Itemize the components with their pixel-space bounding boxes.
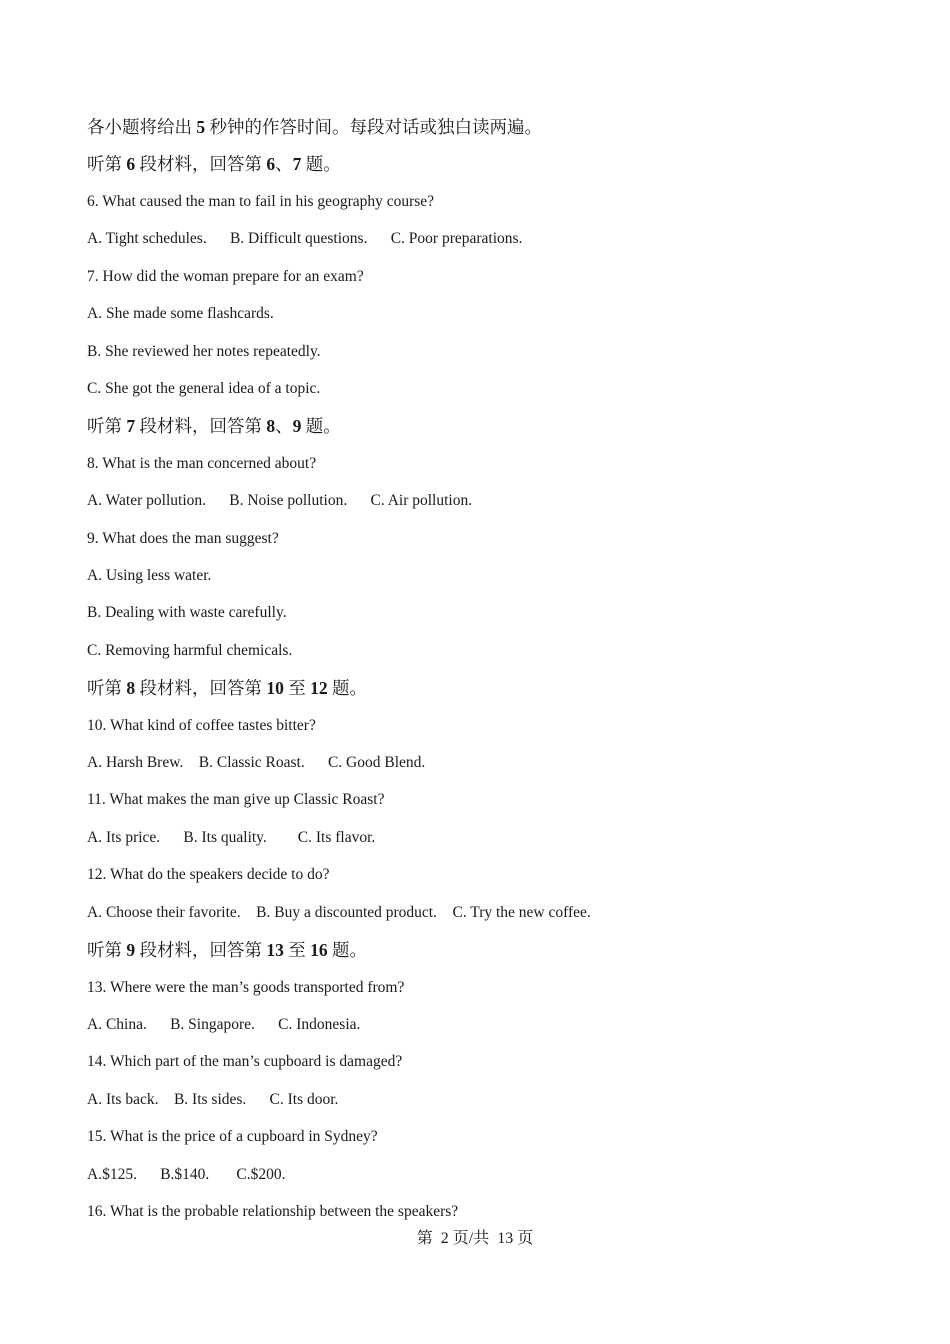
section-heading-8: 听第 8 段材料，回答第 10 至 12 题。 (87, 678, 367, 698)
question-15-options: A.$125. B.$140. C.$200. (87, 1166, 286, 1183)
question-6-options: A. Tight schedules. B. Difficult questions. C. Poor preparations. (87, 230, 523, 247)
instruction-text-tail: 秒钟的作答时间。每段对话或独白读两遍。 (205, 117, 542, 137)
question-7-option-a: A. She made some flashcards. (87, 305, 274, 322)
question-12: 12. What do the speakers decide to do? (87, 866, 330, 883)
instruction-text: 各小题将给出 (87, 117, 197, 137)
question-14-options: A. Its back. B. Its sides. C. Its door. (87, 1091, 339, 1108)
question-13-options: A. China. B. Singapore. C. Indonesia. (87, 1016, 361, 1033)
question-6: 6. What caused the man to fail in his geography course? (87, 193, 435, 210)
question-14: 14. Which part of the man’s cupboard is damaged? (87, 1053, 403, 1070)
page-number-footer: 第 2 页/共 13 页 (416, 1230, 534, 1247)
question-7-option-b: B. She reviewed her notes repeatedly. (87, 343, 321, 360)
question-15: 15. What is the price of a cupboard in Sydney? (87, 1128, 378, 1145)
question-7-option-c: C. She got the general idea of a topic. (87, 380, 321, 397)
question-11-options: A. Its price. B. Its quality. C. Its flavor. (87, 829, 376, 846)
question-12-options: A. Choose their favorite. B. Buy a discounted product. C. Try the new coffee. (87, 904, 591, 921)
question-11: 11. What makes the man give up Classic Roast? (87, 791, 385, 808)
question-9: 9. What does the man suggest? (87, 530, 279, 547)
question-10-options: A. Harsh Brew. B. Classic Roast. C. Good Blend. (87, 754, 426, 771)
question-9-option-a: A. Using less water. (87, 567, 212, 584)
section-heading-6: 听第 6 段材料，回答第 6、7 题。 (87, 154, 341, 174)
question-7: 7. How did the woman prepare for an exam? (87, 268, 364, 285)
section-heading-7: 听第 7 段材料，回答第 8、9 题。 (87, 416, 341, 436)
question-9-option-b: B. Dealing with waste carefully. (87, 604, 287, 621)
question-10: 10. What kind of coffee tastes bitter? (87, 717, 316, 734)
question-8: 8. What is the man concerned about? (87, 455, 317, 472)
question-9-option-c: C. Removing harmful chemicals. (87, 642, 293, 659)
instruction-seconds: 5 (196, 117, 206, 137)
question-8-options: A. Water pollution. B. Noise pollution. C. Air pollution. (87, 492, 473, 509)
section-heading-9: 听第 9 段材料，回答第 13 至 16 题。 (87, 940, 367, 960)
listening-instructions (87, 116, 542, 138)
question-16: 16. What is the probable relationship between the speakers? (87, 1203, 459, 1220)
question-13: 13. Where were the man’s goods transported from? (87, 979, 405, 996)
